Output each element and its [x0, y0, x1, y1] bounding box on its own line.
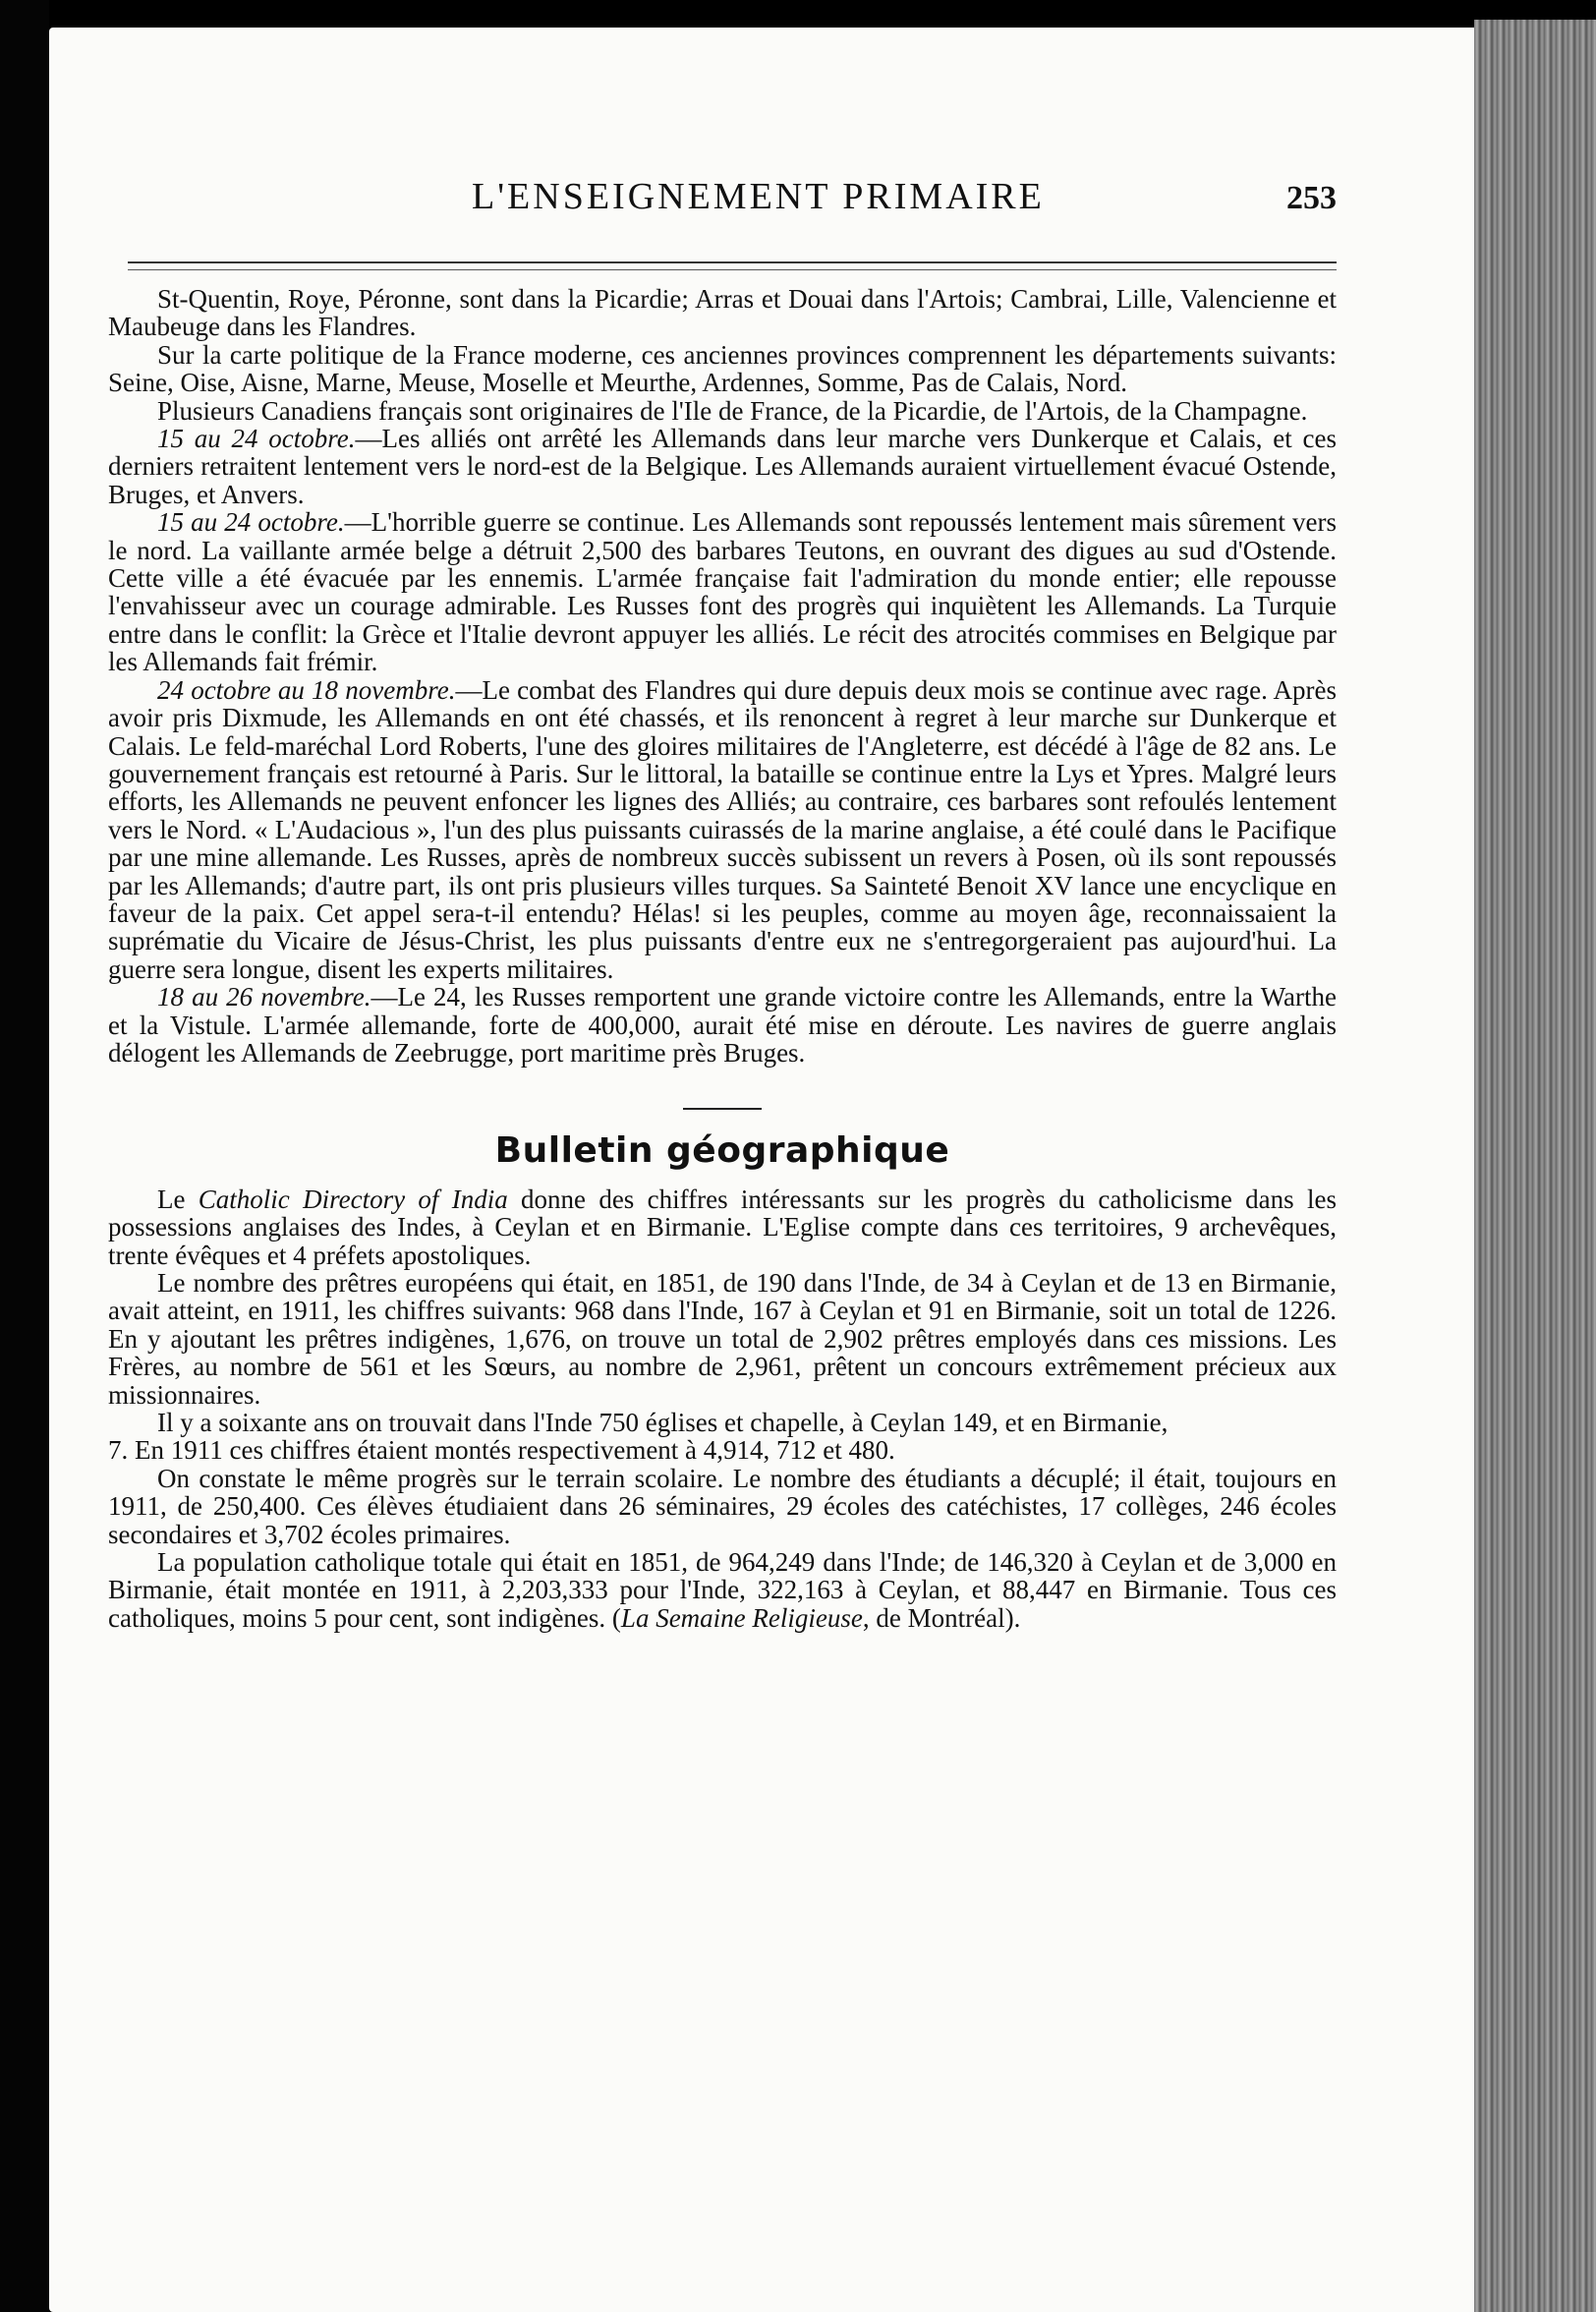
page-body: [108, 285, 1337, 1632]
section-divider: [683, 1108, 762, 1110]
chronique-paragraph: Plusieurs Canadiens français sont originaires de l'Ile de France, de la Picardie, de l'Artois, de la Champagne.: [157, 395, 1308, 426]
book-page: [49, 28, 1489, 2312]
bulletin-paragraph: 7. En 1911 ces chiffres étaient montés respectivement à 4,914, 712 et 480.: [108, 1435, 895, 1466]
bulletin-paragraph: Il y a soixante ans on trouvait dans l'Inde 750 églises et chapelle, à Ceylan 149, et en Birmanie,: [157, 1408, 1168, 1438]
source-title: La Semaine Religieuse: [620, 1602, 863, 1633]
entry-date: 15 au 24 octobre.: [157, 424, 356, 454]
entry-date: 15 au 24 octobre.: [157, 507, 345, 538]
entry-text: —Le 24, les Russes remportent une grande victoire contre les Allemands, entre la Warthe et la Vistule. L'armée allemande, forte de 400,000, aurait été mise en déroute. Les navires de guerre anglais délogent les Allemands de Zeebrugge, port maritime près Bruges.: [108, 982, 1337, 1068]
entry-text: —Les alliés ont arrêté les Allemands dans leur marche vers Dunkerque et Calais, et ces derniers retraitent lentement vers le nord-est de la Belgique. Les Allemands auraient virtuellement évacué Ostende, Bruges, et Anvers.: [108, 424, 1337, 509]
publication-title: Catholic Directory of India: [198, 1184, 508, 1214]
page-number: 253: [1286, 180, 1337, 216]
entry-text: —Le combat des Flandres qui dure depuis deux mois se continue avec rage. Après avoir pris Dixmude, les Allemands en ont été chassés, et ils renoncent à regret à leur marche sur Dunkerque et Calais. Le feld-maréchal Lord Roberts, l'une des gloires militaires de l'Angleterre, est décédé à l'âge de 82 ans. Le gouvernement français est retourné à Paris. Sur le littoral, la bataille se continue entre la Lys et Ypres. Malgré leurs efforts, les Allemands ne peuvent enfoncer les lignes des Alliés; au contraire, ces barbares sont refoulés lentement vers le Nord. « L'Audacious », l'un des plus puissants cuirassés de la marine anglaise, a été coulé dans le Pacifique par une mine allemande. Les Russes, après de nombreux succès subissent un revers à Posen, où ils sont repoussés par les Allemands; d'autre part, ils ont pris plusieurs villes turques. Sa Sainteté Benoit XV lance une encyclique en faveur de la paix. Cet appel sera-t-il entendu? Hélas! si les peuples, comme au moyen âge, reconnaissaient la suprématie du Vicaire de Jésus-Christ, les plus puissants d'entre eux ne s'entregorgeraient pas aujourd'hui. La guerre sera longue, disent les experts militaires.: [108, 674, 1338, 984]
scan-border: [0, 0, 49, 2312]
running-title: L'ENSEIGNEMENT PRIMAIRE: [472, 176, 1045, 217]
header-rule: [128, 261, 1337, 263]
chronique-entry: [108, 983, 1337, 1067]
bulletin-paragraph: Le Catholic Directory of India donne des chiffres intéressants sur les progrès du catholicisme dans les possessions anglaises des Indes, à Ceylan et en Birmanie. L'Eglise compte dans ces territoires, 9 archevêques, trente évêques et 4 préfets apostoliques.: [108, 1184, 1337, 1270]
chronique-paragraph: St-Quentin, Roye, Péronne, sont dans la Picardie; Arras et Douai dans l'Artois; Cambrai, Lille, Valencienne et Maubeuge dans les Flandres.: [108, 284, 1337, 342]
entry-date: 24 octobre au 18 novembre.: [157, 674, 456, 705]
chronique-entry: [108, 508, 1337, 675]
line-number: 7.: [108, 1435, 129, 1466]
page-header: [108, 175, 1337, 218]
section-title: Bulletin géographique: [494, 1130, 950, 1172]
chronique-paragraph: Sur la carte politique de la France moderne, ces anciennes provinces comprennent les départements suivants: Seine, Oise, Aisne, Marne, Meuse, Moselle et Meurthe, Ardennes, Somme, Pas de Calais, Nord.: [108, 339, 1337, 398]
bulletin-paragraph: On constate le même progrès sur le terrain scolaire. Le nombre des étudiants a décuplé; il était, toujours en 1911, de 250,400. Ces élèves étudiaient dans 26 séminaires, 29 écoles des catéchistes, 17 collèges, 246 écoles secondaires et 3,702 écoles primaires.: [108, 1463, 1337, 1549]
entry-date: 18 au 26 novembre.: [157, 982, 371, 1012]
chronique-entry: [108, 676, 1337, 983]
entry-text: —L'horrible guerre se continue. Les Allemands sont repoussés lentement mais sûrement vers le nord. La vaillante armée belge a détruit 2,500 des barbares Teutons, en ouvrant des digues au sud d'Ostende. Cette ville a été évacuée par les ennemis. L'armée française fait l'admiration du monde entier; elle repousse l'envahisseur avec un courage admirable. Les Russes font des progrès qui inquiètent les Allemands. La Turquie entre dans le conflit: la Grèce et l'Italie devront appuyer les alliés. Le récit des atrocités commises en Belgique par les Allemands fait frémir.: [108, 507, 1337, 677]
chronique-entry: [108, 425, 1337, 508]
bulletin-paragraph: La population catholique totale qui était en 1851, de 964,249 dans l'Inde; de 146,320 à Ceylan et de 3,000 en Birmanie, était montée en 1911, à 2,203,333 pour l'Inde, 322,163 à Ceylan, et 88,447 en Birmanie. Tous ces catholiques, moins 5 pour cent, sont indigènes. (La Semaine Religieuse, de Montréal).: [108, 1547, 1337, 1633]
bulletin-paragraph: Le nombre des prêtres européens qui était, en 1851, de 190 dans l'Inde, de 34 à Ceylan et de 13 en Birmanie, avait atteint, en 1911, les chiffres suivants: 968 dans l'Inde, 167 à Ceylan et 91 en Birmanie, soit un total de 1226. En y ajoutant les prêtres indigènes, 1,676, on trouve un total de 2,902 prêtres employés dans ces missions. Les Frères, au nombre de 561 et les Sœurs, au nombre de 2,961, prêtent un concours extrêmement précieux aux missionnaires.: [108, 1268, 1337, 1410]
header-rule-secondary: [128, 269, 1337, 270]
book-binding-edge: [1474, 20, 1596, 2312]
